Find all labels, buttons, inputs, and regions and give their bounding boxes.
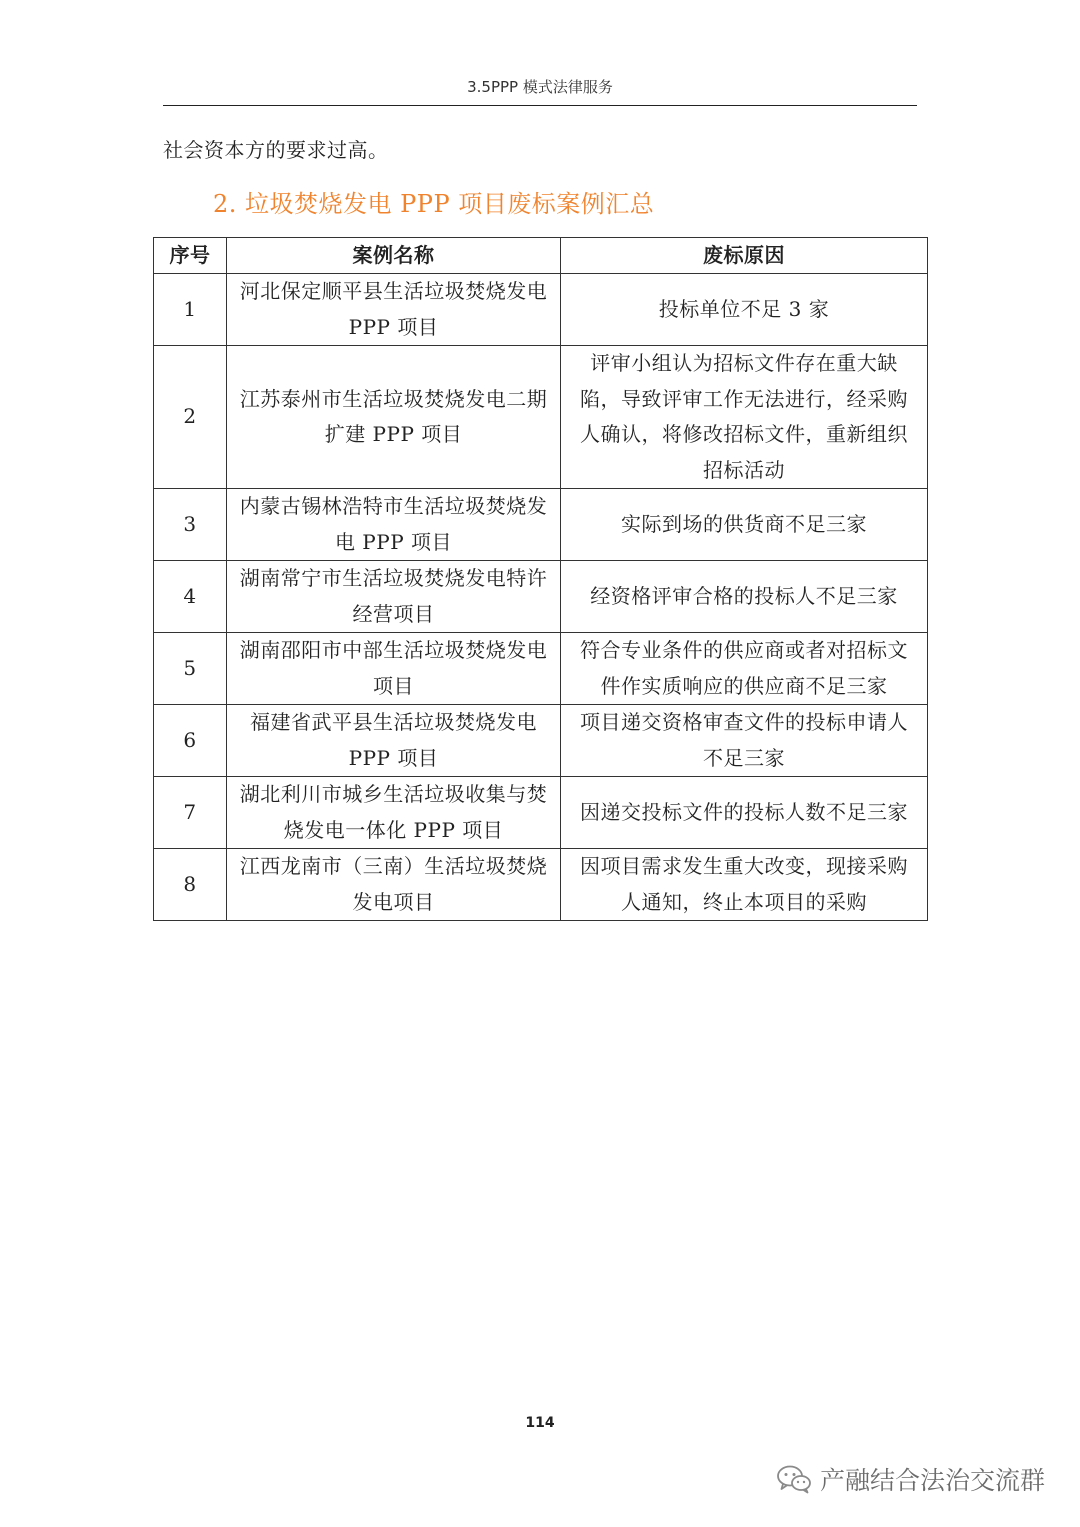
table-row [154, 849, 928, 921]
row-index: 4 [154, 561, 227, 633]
row-index: 5 [154, 633, 227, 705]
table-row [154, 489, 928, 561]
header-divider [163, 105, 917, 106]
row-index: 7 [154, 777, 227, 849]
row-case-name: 江西龙南市（三南）生活垃圾焚烧发电项目 [227, 849, 561, 921]
row-reason: 项目递交资格审查文件的投标申请人不足三家 [561, 705, 928, 777]
row-reason: 评审小组认为招标文件存在重大缺陷，导致评审工作无法进行，经采购人确认，将修改招标文件，重新组织招标活动 [561, 346, 928, 489]
row-case-name: 福建省武平县生活垃圾焚烧发电 PPP 项目 [227, 705, 561, 777]
table-row [154, 274, 928, 346]
column-header-reason: 废标原因 [561, 238, 928, 274]
running-header: 3.5PPP 模式法律服务 [467, 78, 613, 96]
section-heading: 2. 垃圾焚烧发电 PPP 项目废标案例汇总 [213, 190, 655, 218]
carryover-paragraph: 社会资本方的要求过高。 [163, 138, 389, 162]
watermark [776, 1461, 1045, 1497]
table-row [154, 777, 928, 849]
row-case-name: 湖南邵阳市中部生活垃圾焚烧发电项目 [227, 633, 561, 705]
row-index: 6 [154, 705, 227, 777]
row-reason: 实际到场的供货商不足三家 [561, 489, 928, 561]
row-case-name: 江苏泰州市生活垃圾焚烧发电二期扩建 PPP 项目 [227, 346, 561, 489]
row-index: 1 [154, 274, 227, 346]
row-case-name: 湖南常宁市生活垃圾焚烧发电特许经营项目 [227, 561, 561, 633]
table-header-row [154, 238, 928, 274]
case-table [153, 237, 928, 921]
row-case-name: 湖北利川市城乡生活垃圾收集与焚烧发电一体化 PPP 项目 [227, 777, 561, 849]
table-row [154, 633, 928, 705]
column-header-index: 序号 [154, 238, 227, 274]
row-reason: 符合专业条件的供应商或者对招标文件作实质响应的供应商不足三家 [561, 633, 928, 705]
watermark-text: 产融结合法治交流群 [819, 1466, 1045, 1495]
row-index: 2 [154, 346, 227, 489]
table-row [154, 705, 928, 777]
row-case-name: 内蒙古锡林浩特市生活垃圾焚烧发电 PPP 项目 [227, 489, 561, 561]
row-index: 8 [154, 849, 227, 921]
table-row [154, 346, 928, 489]
table-row [154, 561, 928, 633]
row-reason: 经资格评审合格的投标人不足三家 [561, 561, 928, 633]
column-header-case-name: 案例名称 [227, 238, 561, 274]
page-number: 114 [525, 1415, 555, 1431]
row-reason: 投标单位不足 3 家 [561, 274, 928, 346]
row-reason: 因项目需求发生重大改变，现接采购人通知，终止本项目的采购 [561, 849, 928, 921]
row-reason: 因递交投标文件的投标人数不足三家 [561, 777, 928, 849]
wechat-icon [776, 1464, 812, 1494]
row-case-name: 河北保定顺平县生活垃圾焚烧发电 PPP 项目 [227, 274, 561, 346]
row-index: 3 [154, 489, 227, 561]
